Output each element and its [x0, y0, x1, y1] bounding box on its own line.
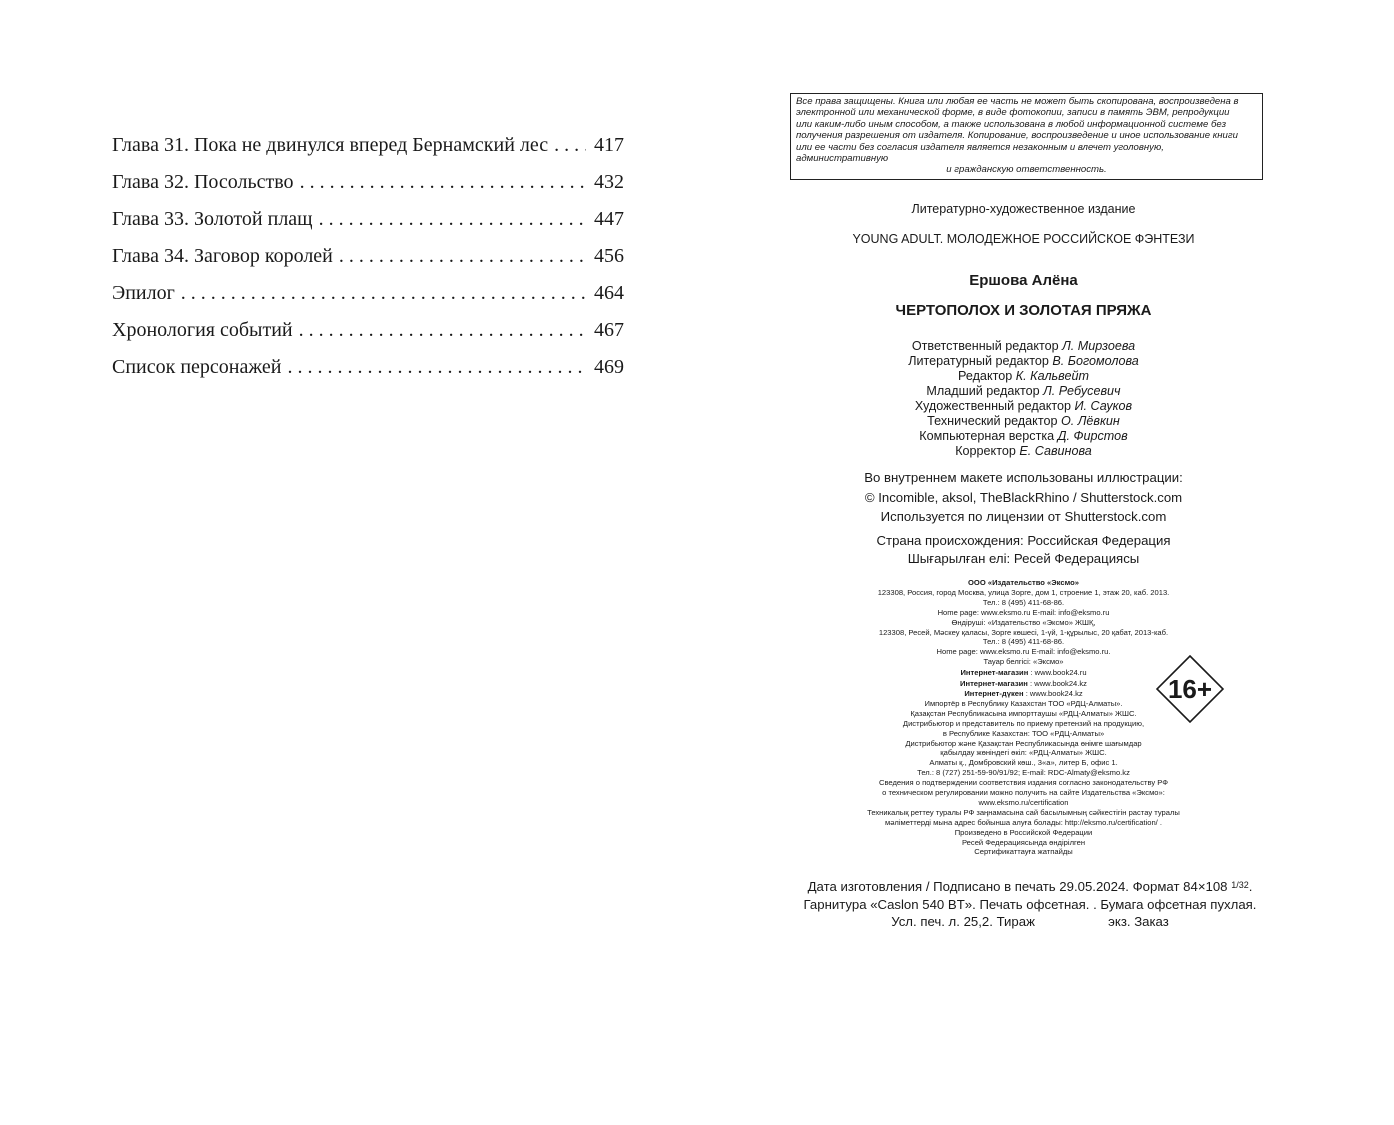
publisher-line: Дистрибьютор және Қазақстан Республикасында өнімге шағымдар: [905, 738, 1142, 748]
credit-line: [780, 369, 1267, 384]
origin-line: Шығарылған елі: Ресей Федерациясы: [907, 551, 1140, 566]
credit-role: Корректор: [955, 444, 1016, 458]
genre-label: Литературно-художественное издание: [911, 202, 1136, 216]
publisher-line: в Республике Казахстан: ТОО «РДЦ-Алматы»: [942, 728, 1105, 738]
illustrations-note: [780, 468, 1267, 527]
publisher-name: ООО «Издательство «Эксмо»: [968, 578, 1079, 587]
credit-role: Младший редактор: [926, 384, 1040, 398]
publisher-line: қабылдау жөніндегі өкіл: «РДЦ-Алматы» ЖШС.: [940, 748, 1107, 758]
credit-line: [780, 384, 1267, 399]
publisher-line: Home page: www.eksmo.ru E-mail: info@eksmo.ru: [937, 607, 1110, 617]
country-of-origin: [780, 532, 1267, 568]
rights-notice-line: или ее части без согласия издателя является незаконным и влечет уголовную, административную: [796, 141, 1164, 165]
publisher-line: Дистрибьютор и представитель по приему претензий на продукцию,: [902, 718, 1145, 728]
credit-line: [780, 354, 1267, 369]
credit-name: Л. Ребусевич: [1043, 384, 1121, 398]
toc-dot-leader: [339, 238, 586, 275]
publisher-line: Интернет-магазин : www.book24.ru: [960, 668, 1087, 678]
toc-entry: [112, 164, 624, 201]
toc-dot-leader: [300, 164, 586, 201]
toc-dot-leader: [554, 127, 586, 164]
publisher-line: Сертификаттауға жатпайды: [974, 847, 1073, 857]
toc-entry-title: Список персонажей: [112, 356, 282, 378]
toc-entry-page: 469: [594, 356, 624, 378]
credit-line: [780, 429, 1267, 444]
rights-notice-line: и гражданскую ответственность.: [946, 164, 1107, 176]
toc-entry-title: Глава 34. Заговор королей: [112, 245, 333, 267]
credit-role: Литературный редактор: [908, 354, 1049, 368]
toc-entry-title: Глава 32. Посольство: [112, 171, 294, 193]
table-of-contents: [112, 127, 624, 386]
toc-entry-page: 417: [594, 134, 624, 156]
publisher-line: Интернет-магазин : www.book24.kz: [960, 679, 1087, 689]
toc-entry-title: Хронология событий: [112, 319, 293, 341]
credit-name: Л. Мирзоева: [1062, 339, 1136, 353]
credit-role: Художественный редактор: [914, 399, 1071, 413]
publisher-line: www.eksmo.ru/certification: [978, 797, 1069, 807]
credit-role: Ответственный редактор: [911, 339, 1059, 353]
imprint-line: Дата изготовления / Подписано в печать 29.05.2024. Формат 84×108 $^{1/32}$.: [807, 879, 1253, 894]
toc-dot-leader: [319, 201, 586, 238]
rights-notice-line: Все права защищены. Книга или любая ее часть не может быть скопирована, воспроизведена в: [796, 96, 1239, 107]
credit-name: Д. Фирстов: [1057, 429, 1128, 443]
toc-entry-page: 447: [594, 208, 624, 230]
credit-name: О. Лёвкин: [1060, 414, 1120, 428]
imprint-line: Усл. печ. л. 25,2. Тираж экз. Заказ: [891, 914, 1169, 929]
credits-list: [780, 339, 1267, 459]
publisher-line: Тел.: 8 (727) 251-59-90/91/92; E-mail: RDC-Almaty@eksmo.kz: [917, 768, 1130, 778]
toc-entry-title: Глава 31. Пока не двинулся вперед Бернамский лес: [112, 134, 549, 156]
publisher-line: Home page: www.eksmo.ru E-mail: info@eksmo.ru.: [936, 647, 1111, 657]
credit-name: И. Сауков: [1074, 399, 1133, 413]
toc-entry-page: 467: [594, 319, 624, 341]
toc-entry: [112, 275, 624, 312]
publisher-line: Қазақстан Республикасына импорттаушы «РДЦ-Алматы» ЖШС.: [910, 708, 1137, 718]
credit-role: Технический редактор: [927, 414, 1058, 428]
toc-dot-leader: [288, 349, 586, 386]
print-imprint: [780, 877, 1280, 931]
publisher-line: Тауар белгісі: «Эксмо»: [983, 657, 1064, 667]
book-title: ЧЕРТОПОЛОХ И ЗОЛОТАЯ ПРЯЖА: [895, 302, 1152, 319]
format-fraction: 1/32: [1231, 880, 1249, 890]
publisher-line: Интернет-дүкен : www.book24.kz: [964, 688, 1083, 698]
publisher-line: Өндіруші: «Издательство «Эксмо» ЖШҚ,: [951, 617, 1096, 627]
age-rating-diamond-icon: [1156, 655, 1224, 723]
toc-dot-leader: [299, 312, 586, 349]
credit-name: В. Богомолова: [1052, 354, 1139, 368]
publisher-line: Тел.: 8 (495) 411-68-86.: [982, 597, 1065, 607]
toc-entry: [112, 349, 624, 386]
credit-line: [780, 444, 1267, 459]
toc-entry-page: 456: [594, 245, 624, 267]
publisher-line: мәліметтерді мына адрес бойынша алуға болады: http://eksmo.ru/certification/ .: [884, 817, 1163, 827]
publisher-line: 123308, Ресей, Мәскеу қаласы, Зорге көшесі, 1-үй, 1-құрылыс, 20 қабат, 2013-каб.: [878, 627, 1169, 637]
age-rating-label: 16+: [1167, 674, 1213, 704]
publisher-line: Алматы қ., Домбровский көш., 3«а», литер Б, офис 1.: [929, 758, 1118, 768]
credit-line: [780, 399, 1267, 414]
rights-notice-line: или каким-либо иным способом, а также использована в любой информационной системе без: [796, 118, 1227, 130]
credit-line: [780, 414, 1267, 429]
publisher-line: 123308, Россия, город Москва, улица Зорге, дом 1, строение 1, этаж 20, каб. 2013.: [877, 587, 1170, 597]
toc-entry: [112, 127, 624, 164]
publisher-line: Тел.: 8 (495) 411-68-86.: [982, 637, 1065, 647]
illustrations-line: Во внутреннем макете использованы иллюстрации:: [864, 470, 1183, 485]
author-name: Ершова Алёна: [969, 272, 1078, 289]
rights-notice-line: получения разрешения от издателя. Копирование, воспроизведение и иное использование книги: [796, 130, 1238, 142]
publisher-line: о техническом регулировании можно получить на сайте Издательства «Эксмо»:: [882, 788, 1165, 798]
toc-entry-page: 432: [594, 171, 624, 193]
credit-role: Компьютерная верстка: [919, 429, 1055, 443]
toc-entry: [112, 201, 624, 238]
publisher-line: Сведения о подтверждении соответствия издания согласно законодательству РФ: [878, 778, 1169, 788]
illustrations-line: Используется по лицензии от Shutterstock.com: [880, 509, 1167, 524]
toc-entry: [112, 238, 624, 275]
toc-entry: [112, 312, 624, 349]
publisher-line: Ресей Федерациясында өндірілген: [961, 837, 1086, 847]
credit-role: Редактор: [958, 369, 1013, 383]
publisher-line: Техникалық реттеу туралы РФ заңнамасына сай басылымның сәйкестігін растау туралы: [867, 807, 1180, 817]
toc-dot-leader: [181, 275, 586, 312]
rights-notice-line: электронной или механической форме, в виде фотокопии, записи в память ЭВМ, репродукции: [796, 107, 1230, 119]
credit-name: Е. Савинова: [1019, 444, 1092, 458]
toc-entry-title: Эпилог: [112, 282, 175, 304]
publisher-line: Произведено в Российской Федерации: [954, 827, 1093, 837]
illustrations-line: © Incomible, aksol, TheBlackRhino / Shutterstock.com: [864, 489, 1183, 505]
rights-notice-box: [790, 93, 1263, 180]
toc-entry-page: 464: [594, 282, 624, 304]
origin-line: Страна происхождения: Российская Федерация: [876, 533, 1171, 548]
credit-name: К. Кальвейт: [1015, 369, 1089, 383]
publisher-line: Импортёр в Республику Казахстан ТОО «РДЦ-Алматы».: [924, 698, 1123, 708]
series-label: YOUNG ADULT. МОЛОДЕЖНОЕ РОССИЙСКОЕ ФЭНТЕЗИ: [852, 232, 1195, 246]
toc-entry-title: Глава 33. Золотой плащ: [112, 208, 313, 230]
credit-line: [780, 339, 1267, 354]
age-rating-badge: [1156, 655, 1224, 723]
imprint-line: Гарнитура «Caslon 540 BT». Печать офсетная. . Бумага офсетная пухлая.: [803, 896, 1257, 912]
